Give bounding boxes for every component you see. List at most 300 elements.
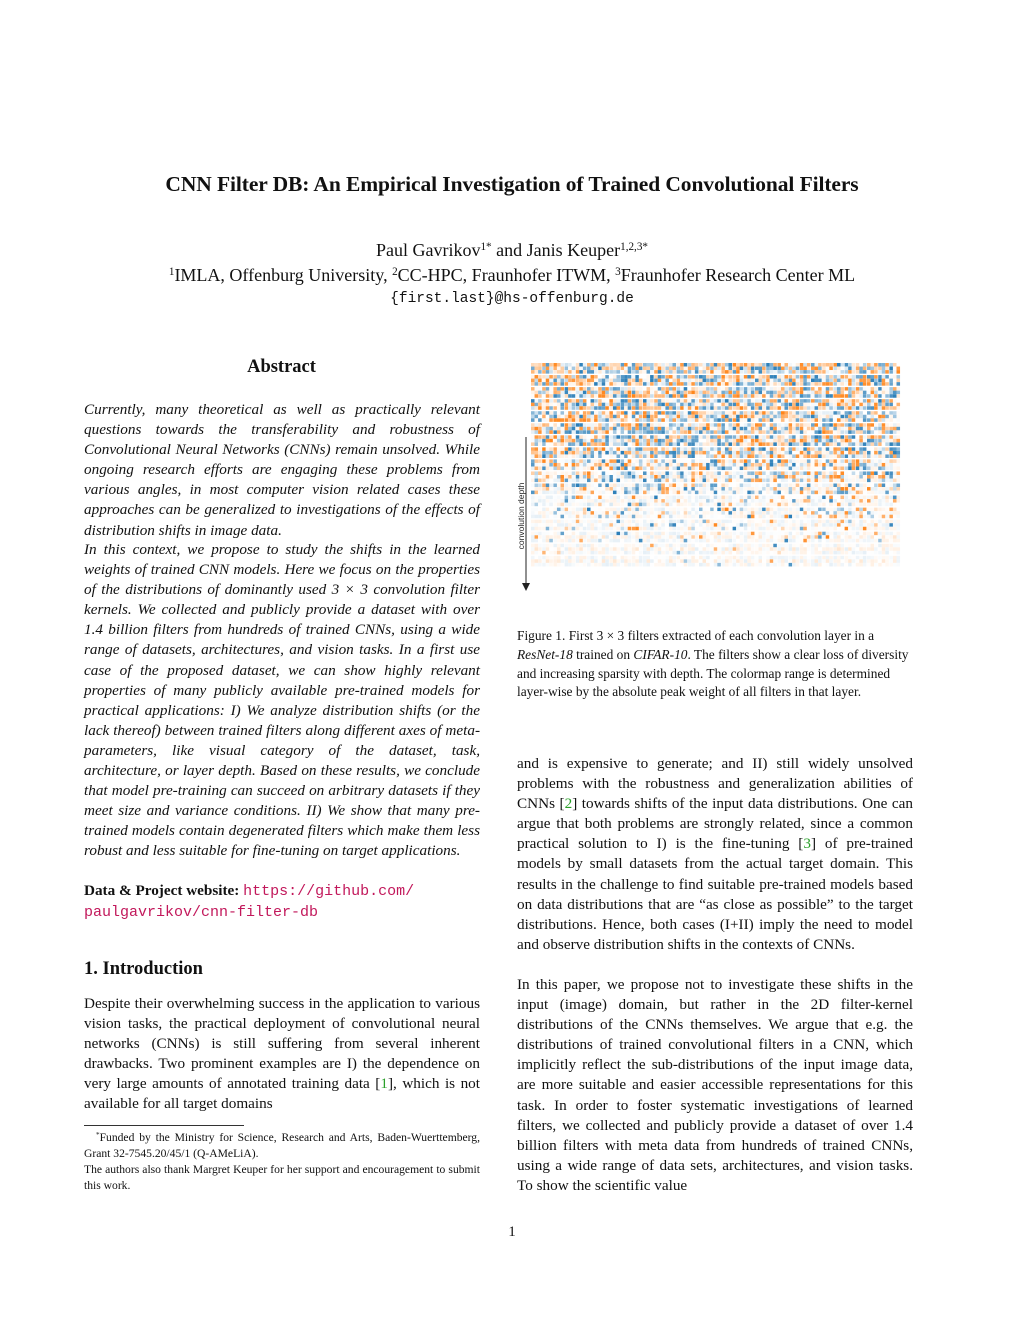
filter-weight-cell <box>833 447 837 451</box>
filter-weight-cell <box>729 559 733 563</box>
filter-weight-cell <box>755 527 759 531</box>
filter-weight-cell <box>602 520 606 524</box>
filter-weight-cell <box>647 363 651 367</box>
filter-weight-cell <box>863 496 867 500</box>
filter-weight-cell <box>624 471 628 475</box>
filter-weight-cell <box>583 451 587 455</box>
filter-weight-cell <box>789 459 793 463</box>
filter-weight-cell <box>691 539 695 543</box>
filter-weight-cell <box>729 435 733 439</box>
filter-weight-cell <box>878 527 882 531</box>
filter-weight-cell <box>535 523 539 527</box>
filter-weight-cell <box>766 508 770 512</box>
filter-weight-cell <box>568 363 572 367</box>
filter-weight-cell <box>587 496 591 500</box>
filter-weight-cell <box>833 415 837 419</box>
filter-weight-cell <box>587 503 591 507</box>
filter-weight-cell <box>729 394 733 398</box>
filter-weight-cell <box>889 370 893 374</box>
filter-weight-cell <box>531 484 535 488</box>
filter-weight-cell <box>889 535 893 539</box>
filter-weight-cell <box>579 499 583 503</box>
filter-weight-cell <box>740 439 744 443</box>
filter-weight-cell <box>680 447 684 451</box>
filter-weight-cell <box>650 527 654 531</box>
filter-weight-cell <box>661 511 665 515</box>
filter-weight-cell <box>703 459 707 463</box>
filter-weight-cell <box>535 415 539 419</box>
filter-weight-cell <box>725 403 729 407</box>
filter-weight-cell <box>624 427 628 431</box>
filter-weight-cell <box>837 539 841 543</box>
filter-weight-cell <box>755 423 759 427</box>
filter-weight-cell <box>706 439 710 443</box>
filter-weight-cell <box>744 415 748 419</box>
filter-weight-cell <box>721 475 725 479</box>
filter-weight-cell <box>811 467 815 471</box>
filter-weight-cell <box>781 475 785 479</box>
filter-weight-cell <box>733 508 737 512</box>
filter-weight-cell <box>885 551 889 555</box>
filter-weight-cell <box>777 406 781 410</box>
filter-weight-cell <box>833 527 837 531</box>
filter-weight-cell <box>770 382 774 386</box>
filter-weight-cell <box>893 435 897 439</box>
filter-weight-cell <box>841 532 845 536</box>
filter-weight-cell <box>561 527 565 531</box>
filter-weight-cell <box>703 535 707 539</box>
filter-weight-cell <box>613 520 617 524</box>
filter-weight-cell <box>538 379 542 383</box>
filter-weight-cell <box>684 399 688 403</box>
filter-weight-cell <box>878 411 882 415</box>
filter-weight-cell <box>706 391 710 395</box>
filter-weight-cell <box>897 418 901 422</box>
filter-weight-cell <box>815 535 819 539</box>
filter-weight-cell <box>889 423 893 427</box>
filter-weight-cell <box>777 532 781 536</box>
filter-weight-cell <box>733 547 737 551</box>
filter-weight-cell <box>695 563 699 567</box>
filter-weight-cell <box>706 411 710 415</box>
filter-weight-cell <box>766 363 770 367</box>
filter-weight-cell <box>878 551 882 555</box>
filter-weight-cell <box>565 511 569 515</box>
filter-weight-cell <box>874 499 878 503</box>
filter-weight-cell <box>859 427 863 431</box>
filter-weight-cell <box>661 411 665 415</box>
filter-weight-cell <box>796 459 800 463</box>
filter-weight-cell <box>848 423 852 427</box>
filter-weight-cell <box>568 454 572 458</box>
filter-weight-cell <box>565 459 569 463</box>
filter-weight-cell <box>621 423 625 427</box>
filter-weight-cell <box>751 454 755 458</box>
filter-weight-cell <box>710 387 714 391</box>
filter-weight-cell <box>803 539 807 543</box>
filter-weight-cell <box>576 520 580 524</box>
filter-weight-cell <box>650 491 654 495</box>
filter-weight-cell <box>826 475 830 479</box>
filter-weight-cell <box>773 527 777 531</box>
filter-weight-cell <box>874 475 878 479</box>
filter-weight-cell <box>766 391 770 395</box>
filter-weight-cell <box>747 394 751 398</box>
filter-weight-cell <box>789 418 793 422</box>
filter-weight-cell <box>647 499 651 503</box>
filter-weight-cell <box>759 515 763 519</box>
filter-weight-cell <box>553 411 557 415</box>
filter-weight-cell <box>568 559 572 563</box>
filter-weight-cell <box>579 527 583 531</box>
filter-weight-cell <box>665 439 669 443</box>
filter-weight-cell <box>654 379 658 383</box>
filter-weight-cell <box>538 399 542 403</box>
filter-weight-cell <box>885 503 889 507</box>
filter-weight-cell <box>717 475 721 479</box>
filter-weight-cell <box>878 535 882 539</box>
filter-weight-cell <box>587 394 591 398</box>
filter-weight-cell <box>826 391 830 395</box>
filter-weight-cell <box>703 544 707 548</box>
filter-weight-cell <box>770 484 774 488</box>
filter-weight-cell <box>874 394 878 398</box>
filter-weight-cell <box>639 559 643 563</box>
filter-weight-cell <box>587 382 591 386</box>
filter-weight-cell <box>654 459 658 463</box>
filter-weight-cell <box>661 523 665 527</box>
filter-weight-cell <box>647 394 651 398</box>
filter-weight-cell <box>594 411 598 415</box>
filter-weight-cell <box>893 511 897 515</box>
filter-weight-cell <box>773 447 777 451</box>
filter-weight-cell <box>751 367 755 371</box>
filter-weight-cell <box>602 479 606 483</box>
filter-weight-cell <box>841 544 845 548</box>
filter-weight-cell <box>789 423 793 427</box>
filter-weight-cell <box>706 375 710 379</box>
filter-weight-cell <box>684 499 688 503</box>
filter-weight-cell <box>736 496 740 500</box>
filter-weight-cell <box>852 532 856 536</box>
filter-weight-cell <box>755 379 759 383</box>
filter-weight-cell <box>703 499 707 503</box>
filter-weight-cell <box>621 532 625 536</box>
filter-weight-cell <box>557 399 561 403</box>
filter-weight-cell <box>531 559 535 563</box>
filter-weight-cell <box>542 454 546 458</box>
filter-weight-cell <box>882 527 886 531</box>
filter-weight-cell <box>747 463 751 467</box>
filter-weight-cell <box>546 515 550 519</box>
filter-weight-cell <box>721 435 725 439</box>
filter-weight-cell <box>542 382 546 386</box>
filter-weight-cell <box>665 451 669 455</box>
filter-weight-cell <box>546 382 550 386</box>
filter-weight-cell <box>635 484 639 488</box>
filter-weight-cell <box>591 430 595 434</box>
filter-weight-cell <box>803 406 807 410</box>
filter-weight-cell <box>598 559 602 563</box>
filter-weight-cell <box>553 539 557 543</box>
filter-weight-cell <box>553 544 557 548</box>
filter-weight-cell <box>684 379 688 383</box>
filter-weight-cell <box>818 454 822 458</box>
filter-weight-cell <box>729 387 733 391</box>
filter-weight-cell <box>863 415 867 419</box>
filter-weight-cell <box>747 363 751 367</box>
filter-weight-cell <box>863 435 867 439</box>
filter-weight-cell <box>632 459 636 463</box>
filter-weight-cell <box>889 487 893 491</box>
filter-weight-cell <box>833 539 837 543</box>
filter-weight-cell <box>755 430 759 434</box>
filter-weight-cell <box>882 511 886 515</box>
filter-weight-cell <box>762 391 766 395</box>
filter-weight-cell <box>811 479 815 483</box>
filter-weight-cell <box>740 503 744 507</box>
filter-weight-cell <box>815 394 819 398</box>
filter-weight-cell <box>714 439 718 443</box>
filter-weight-cell <box>781 447 785 451</box>
filter-weight-cell <box>635 427 639 431</box>
filter-weight-cell <box>587 367 591 371</box>
citation-link[interactable]: 1 <box>380 1075 388 1093</box>
filter-weight-cell <box>867 544 871 548</box>
filter-weight-cell <box>770 527 774 531</box>
filter-weight-cell <box>833 411 837 415</box>
filter-weight-cell <box>770 451 774 455</box>
filter-weight-cell <box>579 451 583 455</box>
filter-weight-cell <box>639 520 643 524</box>
filter-weight-cell <box>673 451 677 455</box>
filter-weight-cell <box>807 382 811 386</box>
filter-weight-cell <box>721 442 725 446</box>
filter-weight-cell <box>691 479 695 483</box>
filter-weight-cell <box>553 535 557 539</box>
filter-weight-cell <box>695 418 699 422</box>
filter-weight-cell <box>777 491 781 495</box>
filter-weight-cell <box>549 499 553 503</box>
filter-weight-cell <box>635 463 639 467</box>
filter-weight-cell <box>665 447 669 451</box>
filter-weight-cell <box>609 423 613 427</box>
filter-weight-cell <box>792 484 796 488</box>
filter-weight-cell <box>893 363 897 367</box>
filter-weight-cell <box>729 370 733 374</box>
filter-weight-cell <box>639 439 643 443</box>
filter-weight-cell <box>684 415 688 419</box>
filter-weight-cell <box>885 471 889 475</box>
filter-weight-cell <box>766 503 770 507</box>
website-link[interactable]: paulgavrikov/cnn-filter-db <box>84 904 319 922</box>
filter-weight-cell <box>845 459 849 463</box>
filter-weight-cell <box>833 399 837 403</box>
filter-weight-cell <box>673 394 677 398</box>
filter-weight-cell <box>542 375 546 379</box>
filter-weight-cell <box>583 418 587 422</box>
filter-weight-cell <box>553 375 557 379</box>
filter-weight-cell <box>859 459 863 463</box>
filter-weight-cell <box>665 547 669 551</box>
filter-weight-cell <box>725 559 729 563</box>
filter-weight-cell <box>867 451 871 455</box>
filter-weight-cell <box>643 463 647 467</box>
filter-weight-cell <box>561 403 565 407</box>
filter-weight-cell <box>733 423 737 427</box>
filter-weight-cell <box>643 532 647 536</box>
filter-weight-cell <box>699 363 703 367</box>
filter-weight-cell <box>710 370 714 374</box>
filter-weight-cell <box>811 487 815 491</box>
filter-weight-cell <box>661 451 665 455</box>
filter-weight-cell <box>874 520 878 524</box>
filter-weight-cell <box>665 499 669 503</box>
filter-weight-cell <box>572 430 576 434</box>
filter-weight-cell <box>841 439 845 443</box>
filter-weight-cell <box>654 382 658 386</box>
website-link[interactable]: https://github.com/ <box>243 883 415 900</box>
filter-weight-cell <box>811 411 815 415</box>
filter-weight-cell <box>725 463 729 467</box>
filter-weight-cell <box>557 496 561 500</box>
filter-weight-cell <box>803 471 807 475</box>
filter-weight-cell <box>796 539 800 543</box>
filter-weight-cell <box>766 479 770 483</box>
filter-weight-cell <box>744 454 748 458</box>
filter-weight-cell <box>829 367 833 371</box>
filter-weight-cell <box>897 442 901 446</box>
filter-weight-cell <box>680 435 684 439</box>
filter-weight-cell <box>549 430 553 434</box>
filter-weight-cell <box>792 496 796 500</box>
filter-weight-cell <box>565 411 569 415</box>
filter-weight-cell <box>766 487 770 491</box>
filter-weight-cell <box>621 535 625 539</box>
filter-weight-cell <box>658 387 662 391</box>
filter-weight-cell <box>856 439 860 443</box>
filter-weight-cell <box>871 484 875 488</box>
filter-weight-cell <box>744 375 748 379</box>
filter-weight-cell <box>691 387 695 391</box>
filter-weight-cell <box>546 520 550 524</box>
filter-weight-cell <box>684 471 688 475</box>
filter-weight-cell <box>557 463 561 467</box>
filter-weight-cell <box>691 496 695 500</box>
filter-weight-cell <box>807 423 811 427</box>
filter-weight-cell <box>822 487 826 491</box>
filter-weight-cell <box>852 415 856 419</box>
filter-weight-cell <box>815 379 819 383</box>
filter-weight-cell <box>781 379 785 383</box>
filter-weight-cell <box>882 435 886 439</box>
filter-weight-cell <box>867 511 871 515</box>
filter-weight-cell <box>789 471 793 475</box>
filter-weight-cell <box>706 523 710 527</box>
filter-weight-cell <box>699 391 703 395</box>
filter-weight-cell <box>684 391 688 395</box>
filter-weight-cell <box>796 387 800 391</box>
filter-weight-cell <box>688 423 692 427</box>
filter-weight-cell <box>867 442 871 446</box>
filter-weight-cell <box>733 435 737 439</box>
filter-weight-cell <box>744 382 748 386</box>
filter-weight-cell <box>822 463 826 467</box>
filter-weight-cell <box>658 454 662 458</box>
filter-weight-cell <box>744 556 748 560</box>
filter-weight-cell <box>837 406 841 410</box>
filter-weight-cell <box>766 399 770 403</box>
filter-weight-cell <box>826 399 830 403</box>
filter-weight-cell <box>859 363 863 367</box>
filter-weight-cell <box>643 508 647 512</box>
filter-weight-cell <box>568 391 572 395</box>
filter-weight-cell <box>897 447 901 451</box>
filter-weight-cell <box>829 375 833 379</box>
filter-weight-cell <box>565 527 569 531</box>
filter-weight-cell <box>602 375 606 379</box>
filter-weight-cell <box>635 499 639 503</box>
filter-weight-cell <box>621 439 625 443</box>
filter-weight-cell <box>632 467 636 471</box>
filter-weight-cell <box>654 551 658 555</box>
filter-weight-cell <box>549 463 553 467</box>
filter-weight-cell <box>565 499 569 503</box>
filter-weight-cell <box>632 527 636 531</box>
filter-weight-cell <box>759 394 763 398</box>
filter-weight-cell <box>733 430 737 434</box>
filter-weight-cell <box>598 539 602 543</box>
filter-weight-cell <box>695 556 699 560</box>
filter-weight-cell <box>789 427 793 431</box>
filter-weight-cell <box>717 394 721 398</box>
filter-weight-cell <box>658 515 662 519</box>
filter-weight-cell <box>643 527 647 531</box>
filter-weight-cell <box>561 499 565 503</box>
filter-weight-cell <box>792 363 796 367</box>
filter-weight-cell <box>591 539 595 543</box>
filter-weight-cell <box>893 382 897 386</box>
filter-weight-cell <box>885 406 889 410</box>
filter-weight-cell <box>878 539 882 543</box>
filter-weight-cell <box>777 399 781 403</box>
filter-weight-cell <box>565 367 569 371</box>
filter-weight-cell <box>695 363 699 367</box>
filter-weight-cell <box>677 430 681 434</box>
filter-weight-cell <box>770 508 774 512</box>
filter-weight-cell <box>635 475 639 479</box>
filter-weight-cell <box>594 387 598 391</box>
filter-weight-cell <box>803 508 807 512</box>
filter-weight-cell <box>576 454 580 458</box>
filter-weight-cell <box>535 423 539 427</box>
filter-weight-cell <box>609 471 613 475</box>
filter-weight-cell <box>680 563 684 567</box>
filter-weight-cell <box>557 406 561 410</box>
filter-weight-cell <box>833 387 837 391</box>
filter-weight-cell <box>747 544 751 548</box>
filter-weight-cell <box>766 411 770 415</box>
filter-weight-cell <box>852 523 856 527</box>
filter-weight-cell <box>796 475 800 479</box>
filter-weight-cell <box>725 370 729 374</box>
filter-weight-cell <box>546 375 550 379</box>
filter-weight-cell <box>703 539 707 543</box>
filter-weight-cell <box>897 382 901 386</box>
filter-weight-cell <box>617 487 621 491</box>
filter-weight-cell <box>650 403 654 407</box>
filter-weight-cell <box>822 547 826 551</box>
